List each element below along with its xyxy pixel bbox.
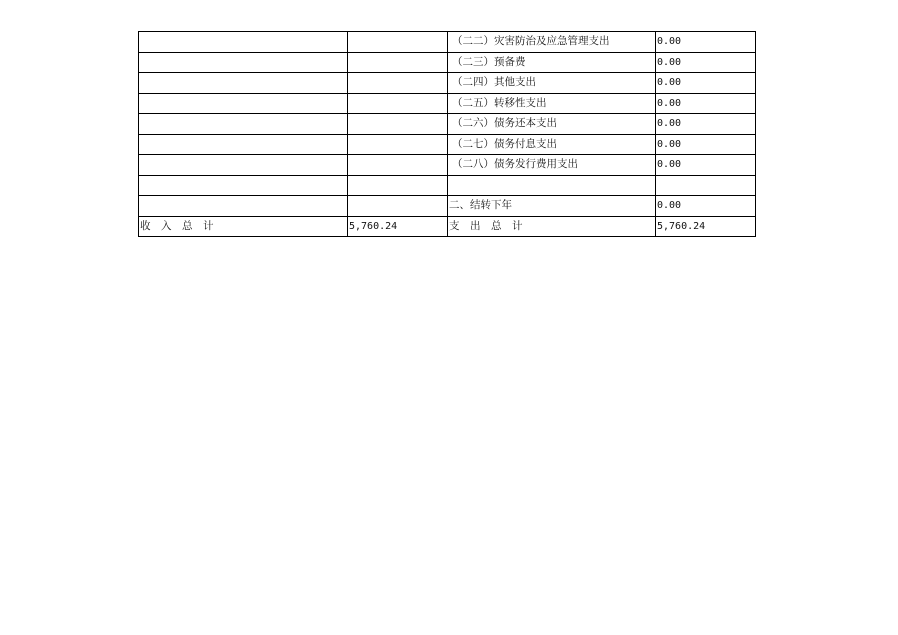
carryover-value: 0.00 <box>656 196 756 217</box>
income-amount-cell <box>348 155 448 176</box>
expense-item-label: （二四）其他支出 <box>448 73 656 94</box>
income-amount-cell <box>348 52 448 73</box>
expense-total-label: 支 出 总 计 <box>448 216 656 237</box>
expense-item-label: （二六）债务还本支出 <box>448 114 656 135</box>
expense-amount-value: 0.00 <box>656 155 756 176</box>
income-item-cell <box>139 73 348 94</box>
table-row <box>139 73 756 94</box>
expense-amount-value: 0.00 <box>656 93 756 114</box>
income-total-value: 5,760.24 <box>348 216 448 237</box>
income-total-label: 收 入 总 计 <box>139 216 348 237</box>
table-row <box>139 175 756 196</box>
income-amount-cell <box>348 93 448 114</box>
table-row <box>139 114 756 135</box>
income-item-cell <box>139 134 348 155</box>
income-item-cell <box>139 196 348 217</box>
table-row <box>139 155 756 176</box>
income-item-cell <box>139 114 348 135</box>
table-row <box>139 196 756 217</box>
table-row <box>139 93 756 114</box>
income-item-cell <box>139 32 348 53</box>
expense-amount-value: 0.00 <box>656 134 756 155</box>
income-item-cell <box>139 52 348 73</box>
table-row <box>139 32 756 53</box>
income-item-cell <box>139 155 348 176</box>
income-amount-cell <box>348 32 448 53</box>
expense-amount-value: 0.00 <box>656 73 756 94</box>
expense-item-label: （二七）债务付息支出 <box>448 134 656 155</box>
expense-amount-value <box>656 175 756 196</box>
expense-item-label: （二二）灾害防治及应急管理支出 <box>448 32 656 53</box>
income-amount-cell <box>348 175 448 196</box>
expense-item-label: （二八）债务发行费用支出 <box>448 155 656 176</box>
table-row <box>139 134 756 155</box>
expense-amount-value: 0.00 <box>656 32 756 53</box>
income-amount-cell <box>348 196 448 217</box>
totals-row <box>139 216 756 237</box>
table-row <box>139 52 756 73</box>
carryover-label: 二、结转下年 <box>448 196 656 217</box>
income-item-cell <box>139 175 348 196</box>
expense-total-value: 5,760.24 <box>656 216 756 237</box>
income-amount-cell <box>348 134 448 155</box>
income-amount-cell <box>348 73 448 94</box>
expense-amount-value: 0.00 <box>656 52 756 73</box>
expense-item-label <box>448 175 656 196</box>
expense-item-label: （二五）转移性支出 <box>448 93 656 114</box>
income-item-cell <box>139 93 348 114</box>
expense-item-label: （二三）预备费 <box>448 52 656 73</box>
income-amount-cell <box>348 114 448 135</box>
budget-table <box>138 31 756 237</box>
expense-amount-value: 0.00 <box>656 114 756 135</box>
